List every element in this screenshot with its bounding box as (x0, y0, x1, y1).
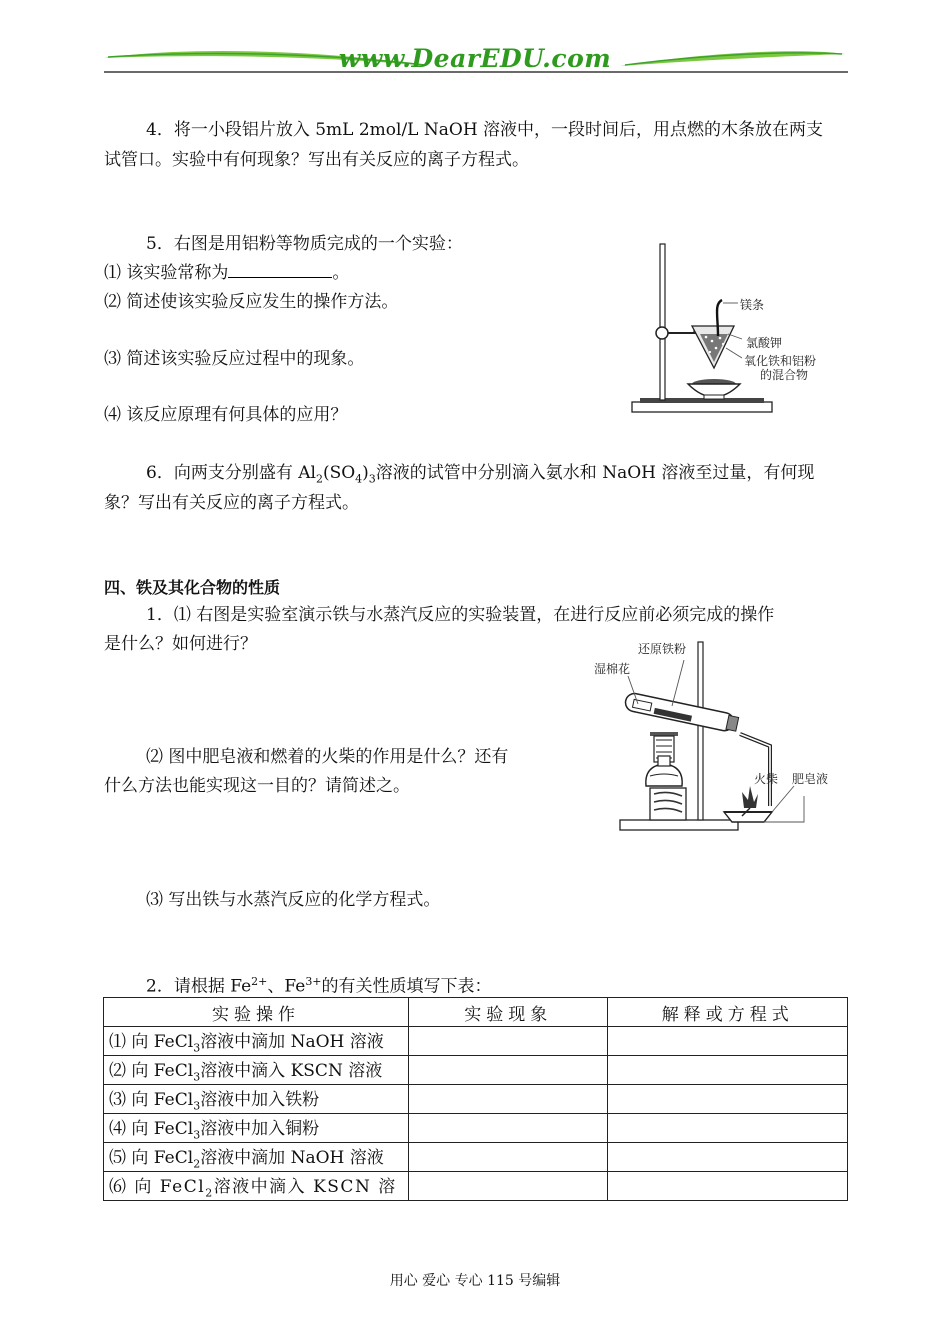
q5-sub2: ⑵ 简述使该实验反应发生的操作方法。 (104, 292, 399, 312)
op-sub: 2 (205, 1186, 214, 1200)
cell-explanation[interactable] (608, 1056, 848, 1085)
cell-explanation[interactable] (608, 1085, 848, 1114)
cell-phenomenon[interactable] (408, 1143, 608, 1172)
q6-line2: 象？写出有关反应的离子方程式。 (104, 493, 359, 513)
q5-sub4: ⑷ 该反应原理有何具体的应用？ (104, 405, 348, 425)
cell-operation (104, 1085, 409, 1114)
label-match: 火柴 (754, 772, 779, 786)
iron-ion-table (103, 997, 848, 1201)
thermite-figure (630, 240, 850, 420)
op-text: ⑶ 向 FeCl (109, 1090, 194, 1111)
label-mg-strip: 镁条 (740, 298, 765, 312)
q2-text-a: 2．请根据 Fe (146, 976, 252, 997)
label-mixture-line2: 的混合物 (760, 368, 809, 382)
cell-explanation[interactable] (608, 1143, 848, 1172)
table-row (104, 1027, 848, 1056)
table-row (104, 1114, 848, 1143)
cell-operation (104, 1027, 409, 1056)
op-sub: 3 (193, 1041, 201, 1055)
table-row (104, 1143, 848, 1172)
q5-sub1-end: 。 (332, 263, 350, 283)
page-footer: 用心 爱心 专心 115 号编辑 (389, 1273, 561, 1289)
s4-q1-line1: 1．⑴ 右图是实验室演示铁与水蒸汽反应的实验装置，在进行反应前必须完成的操作 (146, 605, 775, 625)
q4-line1: 4．将一小段铝片放入 5mL 2mol/L NaOH 溶液中，一段时间后，用点燃的木条放在两支 (146, 120, 824, 140)
q6-text-c: ) (362, 463, 369, 483)
s4-q2-intro (146, 968, 492, 1001)
table-row (104, 1085, 848, 1114)
s4-q1-3: ⑶ 写出铁与水蒸汽反应的化学方程式。 (146, 890, 441, 910)
label-mixture-line1: 氧化铁和铝粉 (744, 354, 817, 368)
q2-sup-a: 2+ (251, 975, 268, 988)
q5-sub1 (104, 259, 349, 287)
q5-sub3: ⑶ 简述该实验反应过程中的现象。 (104, 349, 365, 369)
cell-operation (104, 1114, 409, 1143)
cell-phenomenon[interactable] (408, 1056, 608, 1085)
cell-operation (104, 1143, 409, 1172)
table-row (104, 1172, 848, 1201)
q6-sub-c: 3 (368, 472, 376, 486)
iron-steam-apparatus-diagram (594, 636, 844, 836)
q6-sub-b: 4 (355, 472, 363, 486)
op-text: ⑸ 向 FeCl (109, 1148, 194, 1169)
op-text-rest: 溶液中加入铜粉 (200, 1119, 320, 1140)
op-text: ⑴ 向 FeCl (109, 1032, 194, 1053)
label-reduced-iron-powder: 还原铁粉 (638, 642, 687, 656)
iron-steam-figure (594, 636, 844, 836)
label-kclo3: 氯酸钾 (746, 336, 783, 350)
label-wet-cotton: 湿棉花 (594, 662, 631, 676)
cell-phenomenon[interactable] (408, 1114, 608, 1143)
header-explanation: 解释或方程式 (608, 998, 848, 1027)
op-text-rest: 溶液中滴加 NaOH 溶液 (200, 1148, 384, 1169)
cell-explanation[interactable] (608, 1027, 848, 1056)
q2-text-b: 、Fe (267, 976, 306, 997)
op-text-rest: 溶液中滴加 NaOH 溶液 (200, 1032, 384, 1053)
cell-phenomenon[interactable] (408, 1085, 608, 1114)
q6-text-d: 溶液的试管中分别滴入氨水和 NaOH 溶液至过量，有何现 (375, 463, 815, 483)
table-row (104, 1056, 848, 1085)
op-text: ⑵ 向 FeCl (109, 1061, 194, 1082)
header-phenomenon: 实验现象 (408, 998, 608, 1027)
s4-q1-2-line1: ⑵ 图中肥皂液和燃着的火柴的作用是什么？还有 (146, 747, 509, 767)
q2-text-c: 的有关性质填写下表： (321, 976, 492, 997)
op-text-rest: 溶液中加入铁粉 (200, 1090, 320, 1111)
op-text: ⑹ 向 FeCl (109, 1177, 206, 1198)
s4-q1-2-line2: 什么方法也能实现这一目的？请简述之。 (104, 776, 410, 796)
op-sub: 2 (193, 1157, 201, 1171)
cell-explanation[interactable] (608, 1172, 848, 1201)
q5-sub1-text: ⑴ 该实验常称为 (104, 263, 229, 283)
cell-phenomenon[interactable] (408, 1027, 608, 1056)
s4-q1-line2: 是什么？如何进行？ (104, 634, 257, 654)
cell-operation (104, 1056, 409, 1085)
q6-sub-a: 2 (315, 472, 323, 486)
op-sub: 3 (193, 1099, 201, 1113)
op-sub: 3 (193, 1070, 201, 1084)
site-logo-text: www.DearEDU.com (338, 44, 612, 73)
cell-phenomenon[interactable] (408, 1172, 608, 1201)
q2-sup-b: 3+ (305, 975, 322, 988)
section-heading: 四、铁及其化合物的性质 (104, 578, 281, 597)
q6-text-b: (SO (322, 463, 356, 483)
q5-intro: 5．右图是用铝粉等物质完成的一个实验： (146, 234, 463, 254)
q4-line2: 试管口。实验中有何现象？写出有关反应的离子方程式。 (104, 150, 529, 170)
label-soap-solution: 肥皂液 (792, 772, 829, 786)
thermite-apparatus-diagram (630, 240, 850, 420)
answer-blank (228, 259, 332, 278)
op-text-rest: 溶液中滴入 KSCN 溶 (213, 1177, 397, 1198)
op-sub: 3 (193, 1128, 201, 1142)
op-text-rest: 溶液中滴入 KSCN 溶液 (200, 1061, 383, 1082)
cell-explanation[interactable] (608, 1114, 848, 1143)
header-operation: 实验操作 (104, 998, 409, 1027)
table-header-row (104, 998, 848, 1027)
op-text: ⑷ 向 FeCl (109, 1119, 194, 1140)
cell-operation (104, 1172, 409, 1201)
q6-text-a: 6．向两支分别盛有 Al (146, 463, 316, 483)
